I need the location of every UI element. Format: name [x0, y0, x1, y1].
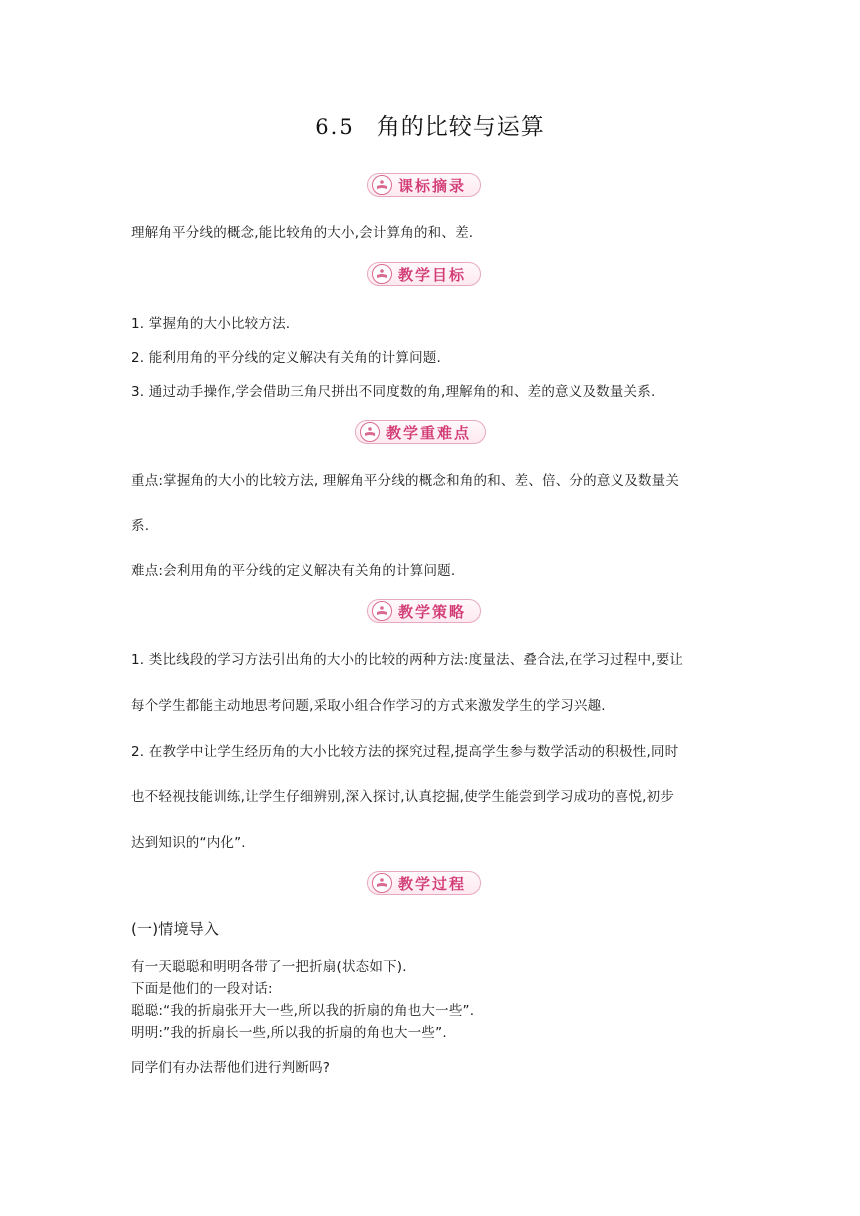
objective-item-1: 1. 掌握角的大小比较方法. [131, 316, 291, 332]
curriculum-text: 理解角平分线的概念,能比较角的大小,会计算角的和、差. [131, 225, 474, 241]
difficult-points: 难点:会利用角的平分线的定义解决有关角的计算问题. [131, 563, 456, 579]
strategy-line-2: 每个学生都能主动地思考问题,采取小组合作学习的方式来激发学生的学习兴趣. [131, 698, 606, 714]
objective-item-3: 3. 通过动手操作,学会借助三角尺拼出不同度数的角,理解角的和、差的意义及数量关系. [131, 384, 656, 400]
section-badge-label: 教学重难点 [386, 423, 472, 442]
process-line-2: 下面是他们的一段对话: [131, 981, 273, 997]
objective-item-2: 2. 能利用角的平分线的定义解决有关角的计算问题. [131, 350, 441, 366]
process-line-4: 明明:”我的折扇长一些,所以我的折扇的角也大一些”. [131, 1025, 447, 1041]
key-points-line-2: 系. [131, 518, 150, 534]
section-badge-process [367, 871, 481, 895]
section-number: 6.5 [315, 115, 355, 139]
page-title [0, 108, 860, 141]
section-badge-label: 教学策略 [398, 602, 467, 621]
strategy-line-5: 达到知识的“内化”. [131, 835, 246, 851]
key-points-line-1: 重点:掌握角的大小的比较方法, 理解角平分线的概念和角的和、差、倍、分的意义及数量关 [131, 473, 680, 489]
section-badge-label: 课标摘录 [398, 176, 467, 195]
section-badge-strategy [367, 599, 481, 623]
process-heading: (一)情境导入 [131, 920, 220, 938]
section-badge-label: 教学目标 [398, 265, 467, 284]
strategy-line-1: 1. 类比线段的学习方法引出角的大小的比较的两种方法:度量法、叠合法,在学习过程中,要让 [131, 652, 684, 668]
title-text: 角的比较与运算 [376, 114, 545, 140]
book-reader-icon [372, 175, 392, 195]
book-reader-icon [372, 873, 392, 893]
book-reader-icon [372, 601, 392, 621]
strategy-line-3: 2. 在教学中让学生经历角的大小比较方法的探究过程,提高学生参与数学活动的积极性,同时 [131, 744, 679, 760]
section-badge-key-points [355, 420, 486, 444]
section-badge-curriculum [367, 173, 481, 197]
process-line-5: 同学们有办法帮他们进行判断吗? [131, 1060, 331, 1076]
process-line-1: 有一天聪聪和明明各带了一把折扇(状态如下). [131, 959, 407, 975]
section-badge-objectives [367, 262, 481, 286]
process-line-3: 聪聪:“我的折扇张开大一些,所以我的折扇的角也大一些”. [131, 1003, 475, 1019]
book-reader-icon [360, 422, 380, 442]
strategy-line-4: 也不轻视技能训练,让学生仔细辨别,深入探讨,认真挖掘,使学生能尝到学习成功的喜悦,初步 [131, 789, 675, 805]
book-reader-icon [372, 264, 392, 284]
section-badge-label: 教学过程 [398, 874, 467, 893]
